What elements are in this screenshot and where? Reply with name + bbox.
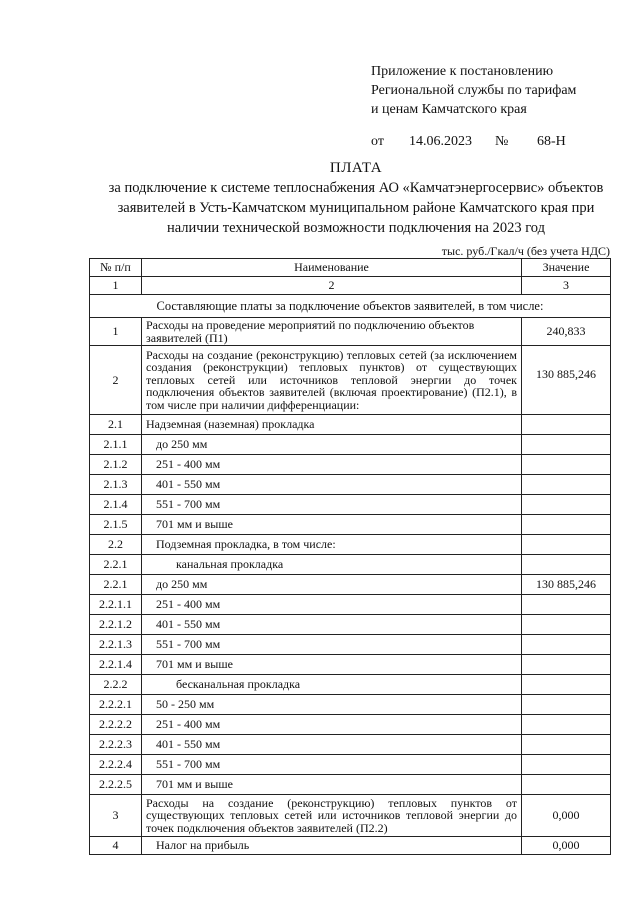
row-number: 2.2.1.1	[90, 595, 142, 615]
table-column-numbers-row	[90, 277, 611, 295]
table-row	[90, 575, 611, 595]
table-row	[90, 655, 611, 675]
row-name: 551 - 700 мм	[142, 755, 522, 775]
row-number: 2.2.2.2	[90, 715, 142, 735]
table-row	[90, 415, 611, 435]
row-value	[522, 755, 611, 775]
table-row	[90, 615, 611, 635]
row-value	[522, 535, 611, 555]
table-row	[90, 635, 611, 655]
table-row	[90, 435, 611, 455]
row-number: 2.2.2.3	[90, 735, 142, 755]
annex-number-sign: №	[495, 134, 509, 149]
row-name: до 250 мм	[142, 575, 522, 595]
table-row	[90, 695, 611, 715]
row-value	[522, 695, 611, 715]
row-value: 0,000	[522, 837, 611, 855]
table-row	[90, 535, 611, 555]
row-number: 2.1.4	[90, 495, 142, 515]
row-number: 2.2.2.1	[90, 695, 142, 715]
row-value: 130 885,246	[522, 346, 611, 415]
annex-block	[371, 62, 576, 151]
row-number: 2.2.1	[90, 575, 142, 595]
row-name: 401 - 550 мм	[142, 735, 522, 755]
units-note: тыс. руб./Гкал/ч (без учета НДС)	[441, 244, 610, 258]
row-name: 401 - 550 мм	[142, 475, 522, 495]
annex-line-1: Приложение к постановлению	[371, 64, 554, 79]
row-number: 2.2.1.3	[90, 635, 142, 655]
row-number: 2.2.2	[90, 675, 142, 695]
row-number: 2.2	[90, 535, 142, 555]
document-title	[80, 158, 632, 238]
annex-ot: от	[371, 134, 384, 149]
table-header-row	[90, 259, 611, 277]
row-name: канальная прокладка	[142, 555, 522, 575]
row-name: до 250 мм	[142, 435, 522, 455]
table-row	[90, 755, 611, 775]
row-name: 251 - 400 мм	[142, 595, 522, 615]
column-number-3: 3	[522, 277, 611, 295]
row-number: 2.2.1.2	[90, 615, 142, 635]
table-row	[90, 346, 611, 415]
table-row	[90, 735, 611, 755]
annex-line-2: Региональной службы по тарифам	[371, 83, 577, 98]
title-heading: ПЛАТА	[329, 160, 383, 176]
table-row	[90, 837, 611, 855]
row-number: 2.1.1	[90, 435, 142, 455]
row-name: Налог на прибыль	[142, 837, 522, 855]
row-number: 2.1	[90, 415, 142, 435]
row-value	[522, 455, 611, 475]
row-value	[522, 735, 611, 755]
row-number: 2.2.1.4	[90, 655, 142, 675]
table-row	[90, 495, 611, 515]
row-value	[522, 655, 611, 675]
row-value	[522, 415, 611, 435]
annex-line-3: и ценам Камчатского края	[371, 102, 527, 117]
row-name: Подземная прокладка, в том числе:	[142, 535, 522, 555]
row-name: Расходы на создание (реконструкцию) тепловых пунктов от существующих тепловых сетей или источников тепловой энергии до точек подключения объектов заявителей (П2.2)	[142, 795, 522, 837]
row-name: 401 - 550 мм	[142, 615, 522, 635]
row-value	[522, 635, 611, 655]
row-name: 701 мм и выше	[142, 655, 522, 675]
tariff-table	[89, 258, 611, 855]
header-name: Наименование	[142, 259, 522, 277]
row-name: 551 - 700 мм	[142, 635, 522, 655]
row-name: Надземная (наземная) прокладка	[142, 415, 522, 435]
column-number-2: 2	[142, 277, 522, 295]
column-number-1: 1	[90, 277, 142, 295]
row-name: 551 - 700 мм	[142, 495, 522, 515]
row-value	[522, 475, 611, 495]
row-value: 130 885,246	[522, 575, 611, 595]
annex-number: 68-Н	[537, 134, 566, 149]
table-row	[90, 318, 611, 346]
row-number: 2.2.2.5	[90, 775, 142, 795]
row-number: 2.2.1	[90, 555, 142, 575]
row-value	[522, 495, 611, 515]
row-value	[522, 595, 611, 615]
row-value	[522, 615, 611, 635]
table-row	[90, 475, 611, 495]
row-name: 701 мм и выше	[142, 775, 522, 795]
row-number: 2.1.5	[90, 515, 142, 535]
annex-meta	[371, 132, 576, 151]
row-value	[522, 555, 611, 575]
row-name: 50 - 250 мм	[142, 695, 522, 715]
row-value	[522, 715, 611, 735]
row-value	[522, 435, 611, 455]
row-name: 251 - 400 мм	[142, 715, 522, 735]
row-value: 0,000	[522, 795, 611, 837]
title-line-1: за подключение к системе теплоснабжения АО «Камчатэнергосервис» объектов	[108, 180, 604, 196]
table-row	[90, 775, 611, 795]
row-name: 701 мм и выше	[142, 515, 522, 535]
title-line-3: наличии технической возможности подключения на 2023 год	[166, 220, 546, 236]
row-value	[522, 675, 611, 695]
title-line-2: заявителей в Усть-Камчатском муниципальном районе Камчатского края при	[117, 200, 595, 216]
row-number: 1	[90, 318, 142, 346]
table-row	[90, 455, 611, 475]
row-name: 251 - 400 мм	[142, 455, 522, 475]
table-row	[90, 675, 611, 695]
row-name: Расходы на проведение мероприятий по подключению объектов заявителей (П1)	[142, 318, 522, 346]
table-row	[90, 515, 611, 535]
table-row	[90, 795, 611, 837]
row-number: 2.1.3	[90, 475, 142, 495]
row-number: 2.2.2.4	[90, 755, 142, 775]
table-row	[90, 715, 611, 735]
header-value: Значение	[522, 259, 611, 277]
row-number: 4	[90, 837, 142, 855]
row-value: 240,833	[522, 318, 611, 346]
row-number: 2.1.2	[90, 455, 142, 475]
row-name: бесканальная прокладка	[142, 675, 522, 695]
annex-date: 14.06.2023	[409, 134, 472, 149]
table-row	[90, 555, 611, 575]
header-number: № п/п	[90, 259, 142, 277]
table-section-row	[90, 295, 611, 318]
row-name: Расходы на создание (реконструкцию) тепловых сетей (за исключением создания (реконструкции) тепловых пунктов) от существующих тепловых сетей или источников тепловой энергии до точек подключения объектов заявителей (включая проектирование) (П2.1), в том числе при наличии дифференциации:	[142, 346, 522, 415]
row-number: 3	[90, 795, 142, 837]
row-number: 2	[90, 346, 142, 415]
row-value	[522, 515, 611, 535]
row-value	[522, 775, 611, 795]
table-row	[90, 595, 611, 615]
section-title: Составляющие платы за подключение объектов заявителей, в том числе:	[90, 295, 611, 318]
